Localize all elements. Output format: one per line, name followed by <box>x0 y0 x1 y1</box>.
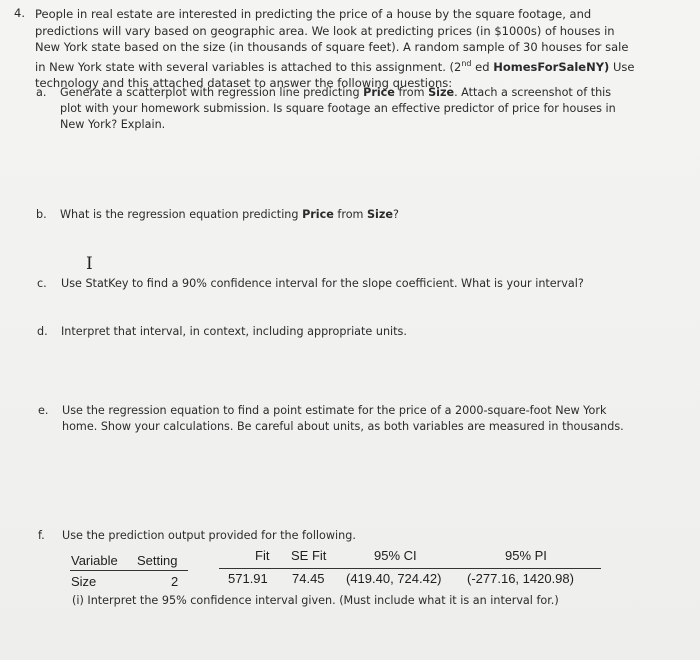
edition-sup: nd <box>461 58 472 68</box>
header-rule-right <box>219 568 601 569</box>
part-b-t1: What is the regression equation predicting <box>60 208 303 221</box>
intro-end: Use technology and this attached dataset to answer the following questions: <box>35 59 635 90</box>
part-a-letter: a. <box>36 86 47 99</box>
header-ci: 95% CI <box>374 548 417 563</box>
row-fit: 571.91 <box>228 571 268 586</box>
part-b-t3: ? <box>393 208 399 221</box>
part-b-b2: Size <box>367 208 393 221</box>
row-ci: (419.40, 724.42) <box>346 571 442 586</box>
part-b-letter: b. <box>36 208 47 221</box>
row-variable: Size <box>71 574 97 589</box>
part-c-text: Use StatKey to find a 90% confidence interval for the slope coefficient. What is your interval? <box>61 277 584 290</box>
part-f-letter: f. <box>38 529 45 542</box>
header-variable: Variable <box>71 553 118 568</box>
part-a-b1: Price <box>363 86 395 99</box>
part-f-text: Use the prediction output provided for the following. <box>62 529 356 542</box>
row-pi: (-277.16, 1420.98) <box>467 571 574 586</box>
part-a-t2: from <box>394 86 429 99</box>
part-f-sub-i: (i) Interpret the 95% confidence interval given. (Must include what it is an interval for.) <box>72 594 559 607</box>
intro-text: People in real estate are interested in predicting the price of a house by the square footage, and predictions will vary based on geographic area. We look at predicting prices (in $1000s) of houses in New York state based on the size (in thousands of square feet). A random sample of 30 houses for sale in New York state with several variables is attached to this assignment. <box>35 7 629 74</box>
part-a-t3: . Attach a screenshot of this plot with your homework submission. Is square footage an effective predictor of price for houses in New York? Explain. <box>60 86 616 131</box>
part-d-text: Interpret that interval, in context, including appropriate units. <box>61 325 407 338</box>
part-e-text: Use the regression equation to find a point estimate for the price of a 2000-square-foot New York home. Show your calculations. Be careful about units, as both variables are measured in thousands. <box>62 404 624 433</box>
header-se-fit: SE Fit <box>291 548 327 563</box>
part-b-t2: from <box>333 208 367 221</box>
edition-rest: ed <box>471 59 494 74</box>
part-b-text <box>60 207 630 223</box>
question-intro <box>35 6 635 91</box>
text-cursor-icon: I <box>86 254 93 274</box>
row-setting: 2 <box>171 574 179 589</box>
dataset-name: HomesForSaleNY) <box>493 59 610 74</box>
part-a-text <box>60 85 630 133</box>
edition-num: (2 <box>449 59 462 74</box>
header-setting: Setting <box>137 553 178 568</box>
header-fit: Fit <box>255 548 270 563</box>
row-se-fit: 74.45 <box>292 571 325 586</box>
part-e-letter: e. <box>38 404 49 417</box>
question-number: 4. <box>14 6 25 20</box>
part-a-t1: Generate a scatterplot with regression line predicting <box>60 86 364 99</box>
part-c-letter: c. <box>37 277 47 290</box>
part-b-b1: Price <box>302 208 334 221</box>
header-pi: 95% PI <box>505 548 547 563</box>
header-rule-left <box>70 570 188 571</box>
part-d-letter: d. <box>37 325 48 338</box>
part-a-b2: Size <box>428 86 455 99</box>
